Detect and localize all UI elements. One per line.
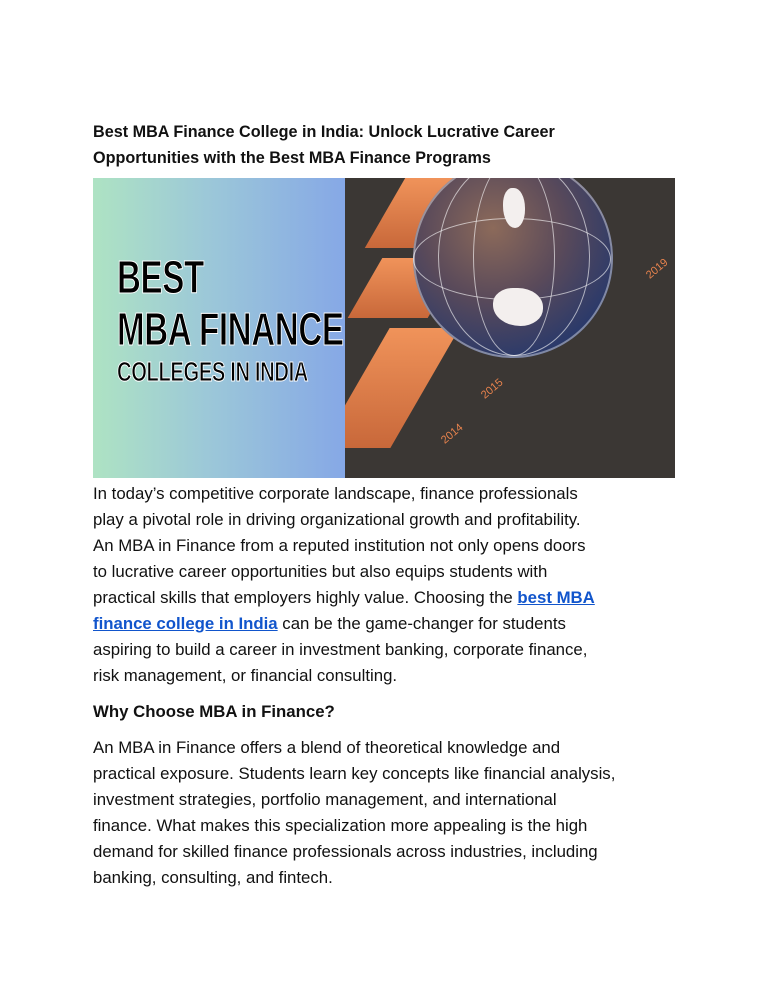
year-label: 2014 xyxy=(439,421,466,447)
section-paragraph xyxy=(93,735,615,891)
text-segment: practical skills that employers highly value. Choosing the xyxy=(93,588,518,607)
article-title xyxy=(93,119,555,171)
hero-text-best: BEST xyxy=(117,251,204,303)
text-line: investment strategies, portfolio management, and international xyxy=(93,790,557,809)
section-heading: Why Choose MBA in Finance? xyxy=(93,702,335,721)
text-line: In today’s competitive corporate landscape, finance professionals xyxy=(93,484,578,503)
text-line xyxy=(93,611,595,637)
text-line: demand for skilled finance professionals across industries, including xyxy=(93,842,598,861)
hero-image xyxy=(93,178,675,478)
text-line: aspiring to build a career in investment banking, corporate finance, xyxy=(93,640,588,659)
text-line: banking, consulting, and fintech. xyxy=(93,868,333,887)
text-line xyxy=(93,585,595,611)
title-line: Best MBA Finance College in India: Unlock Lucrative Career xyxy=(93,123,555,141)
text-line: play a pivotal role in driving organizational growth and profitability. xyxy=(93,510,581,529)
hero-text-colleges: COLLEGES IN INDIA xyxy=(117,356,309,387)
best-mba-finance-college-link[interactable]: finance college in India xyxy=(93,614,278,633)
text-line: finance. What makes this specialization more appealing is the high xyxy=(93,816,588,835)
text-segment: can be the game-changer for students xyxy=(277,614,566,633)
chart-bar xyxy=(345,328,460,448)
year-label: 2015 xyxy=(479,376,506,402)
title-line: Opportunities with the Best MBA Finance Programs xyxy=(93,149,491,167)
text-line: risk management, or financial consulting. xyxy=(93,666,398,685)
text-line: An MBA in Finance from a reputed institution not only opens doors xyxy=(93,536,586,555)
text-line: An MBA in Finance offers a blend of theoretical knowledge and xyxy=(93,738,561,757)
hero-gradient-panel xyxy=(93,178,345,478)
text-line: to lucrative career opportunities but also equips students with xyxy=(93,562,548,581)
hero-photo-panel xyxy=(345,178,675,478)
best-mba-finance-college-link[interactable]: best MBA xyxy=(517,588,595,607)
text-line: practical exposure. Students learn key concepts like financial analysis, xyxy=(93,764,616,783)
year-label: 2019 xyxy=(644,256,671,282)
intro-paragraph xyxy=(93,481,595,689)
hero-text-mba-finance: MBA FINANCE xyxy=(117,303,344,355)
